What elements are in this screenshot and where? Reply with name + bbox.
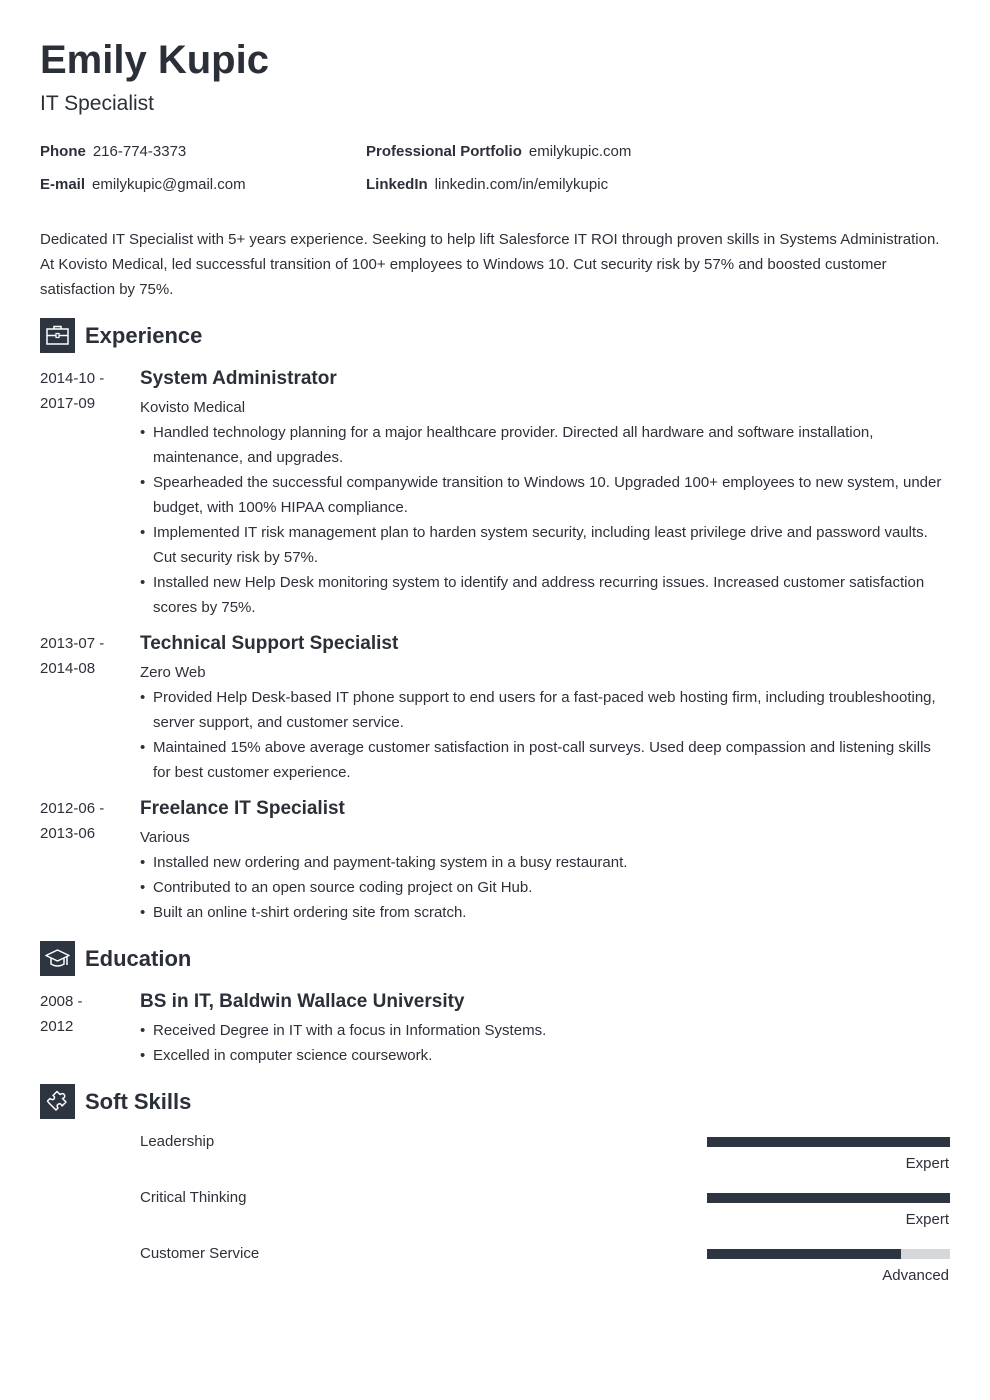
entry-date [40,366,130,416]
list-item: • Implemented IT risk management plan to harden system security, including least privilege drive and password vaults. Cut security risk by 57%. [140,520,950,570]
date-end: 2014-08 [40,660,96,677]
date-start: 2013-07 - [40,635,105,652]
briefcase-icon [40,318,75,353]
entry-date [40,989,130,1039]
list-item: • Built an online t-shirt ordering site from scratch. [140,900,950,925]
phone-label: Phone [40,143,86,160]
list-item: • Installed new Help Desk monitoring system to identify and address recurring issues. Increased customer satisfaction scores by 75%. [140,570,950,620]
candidate-title: IT Specialist [40,92,154,115]
email-label: E-mail [40,176,86,193]
skill-level-label: Expert [905,1155,949,1172]
job-role: System Administrator [140,368,337,389]
email-value[interactable]: emilykupic@gmail.com [92,176,246,193]
experience-heading: Experience [85,322,203,348]
list-item: • Received Degree in IT with a focus in Information Systems. [140,1018,950,1043]
list-item: • Spearheaded the successful companywide transition to Windows 10. Upgraded 100+ employees to new system, under budget, with 100% HIPAA compliance. [140,470,950,520]
skill-level-fill [707,1137,950,1147]
skill-name: Customer Service [140,1245,260,1262]
job-bullets [140,850,950,925]
education-section-header [40,941,191,976]
date-start: 2008 - [40,993,83,1010]
graduation-cap-icon [40,941,75,976]
phone-value: 216-774-3373 [92,143,187,160]
skill-name: Critical Thinking [140,1189,247,1206]
skill-name: Leadership [140,1133,215,1150]
list-item: • Contributed to an open source coding project on Git Hub. [140,875,950,900]
date-start: 2012-06 - [40,800,105,817]
skill-level-fill [707,1249,901,1259]
skill-level-bar [707,1193,950,1203]
date-end: 2012 [40,1018,74,1035]
entry-date [40,631,130,681]
skill-level-bar [707,1249,950,1259]
job-company: Various [140,829,190,846]
degree-title: BS in IT, Baldwin Wallace University [140,991,465,1012]
portfolio-value[interactable]: emilykupic.com [528,143,632,160]
skill-level-label: Expert [905,1211,949,1228]
job-company: Kovisto Medical [140,399,246,416]
skill-level-fill [707,1193,950,1203]
skill-level-label: Advanced [882,1267,949,1284]
candidate-name: Emily Kupic [40,38,269,82]
skills-heading: Soft Skills [85,1088,192,1114]
contact-linkedin [366,176,608,194]
contact-email [40,176,246,194]
skill-level-bar [707,1137,950,1147]
experience-section-header [40,318,202,353]
date-end: 2013-06 [40,825,96,842]
list-item: • Handled technology planning for a major healthcare provider. Directed all hardware and software installation, maintenance, and upgrades. [140,420,950,470]
skill-row [140,1133,950,1187]
portfolio-label: Professional Portfolio [366,143,522,160]
date-start: 2014-10 - [40,370,105,387]
puzzle-piece-icon [40,1084,75,1119]
education-bullets [140,1018,950,1068]
list-item: • Installed new ordering and payment-taking system in a busy restaurant. [140,850,950,875]
entry-date [40,796,130,846]
education-heading: Education [85,945,192,971]
linkedin-value[interactable]: linkedin.com/in/emilykupic [434,176,609,193]
linkedin-label: LinkedIn [366,176,428,193]
job-bullets [140,420,950,620]
date-end: 2017-09 [40,395,96,412]
job-role: Freelance IT Specialist [140,798,345,819]
skill-row [140,1245,950,1299]
skills-section-header [40,1084,191,1119]
contact-portfolio [366,143,631,161]
job-bullets [140,685,950,785]
list-item: • Provided Help Desk-based IT phone support to end users for a fast-paced web hosting firm, including troubleshooting, server support, and customer service. [140,685,950,735]
job-company: Zero Web [140,664,206,681]
skill-row [140,1189,950,1243]
list-item: • Excelled in computer science coursework. [140,1043,950,1068]
job-role: Technical Support Specialist [140,633,399,654]
list-item: • Maintained 15% above average customer satisfaction in post-call surveys. Used deep compassion and listening skills for best customer experience. [140,735,950,785]
contact-phone [40,143,186,161]
summary-paragraph: Dedicated IT Specialist with 5+ years experience. Seeking to help lift Salesforce IT ROI through proven skills in Systems Administration. At Kovisto Medical, led successful transition of 100+ employees to Windows 10. Cut security risk by 57% and boosted customer satisfaction by 75%. [40,231,940,298]
